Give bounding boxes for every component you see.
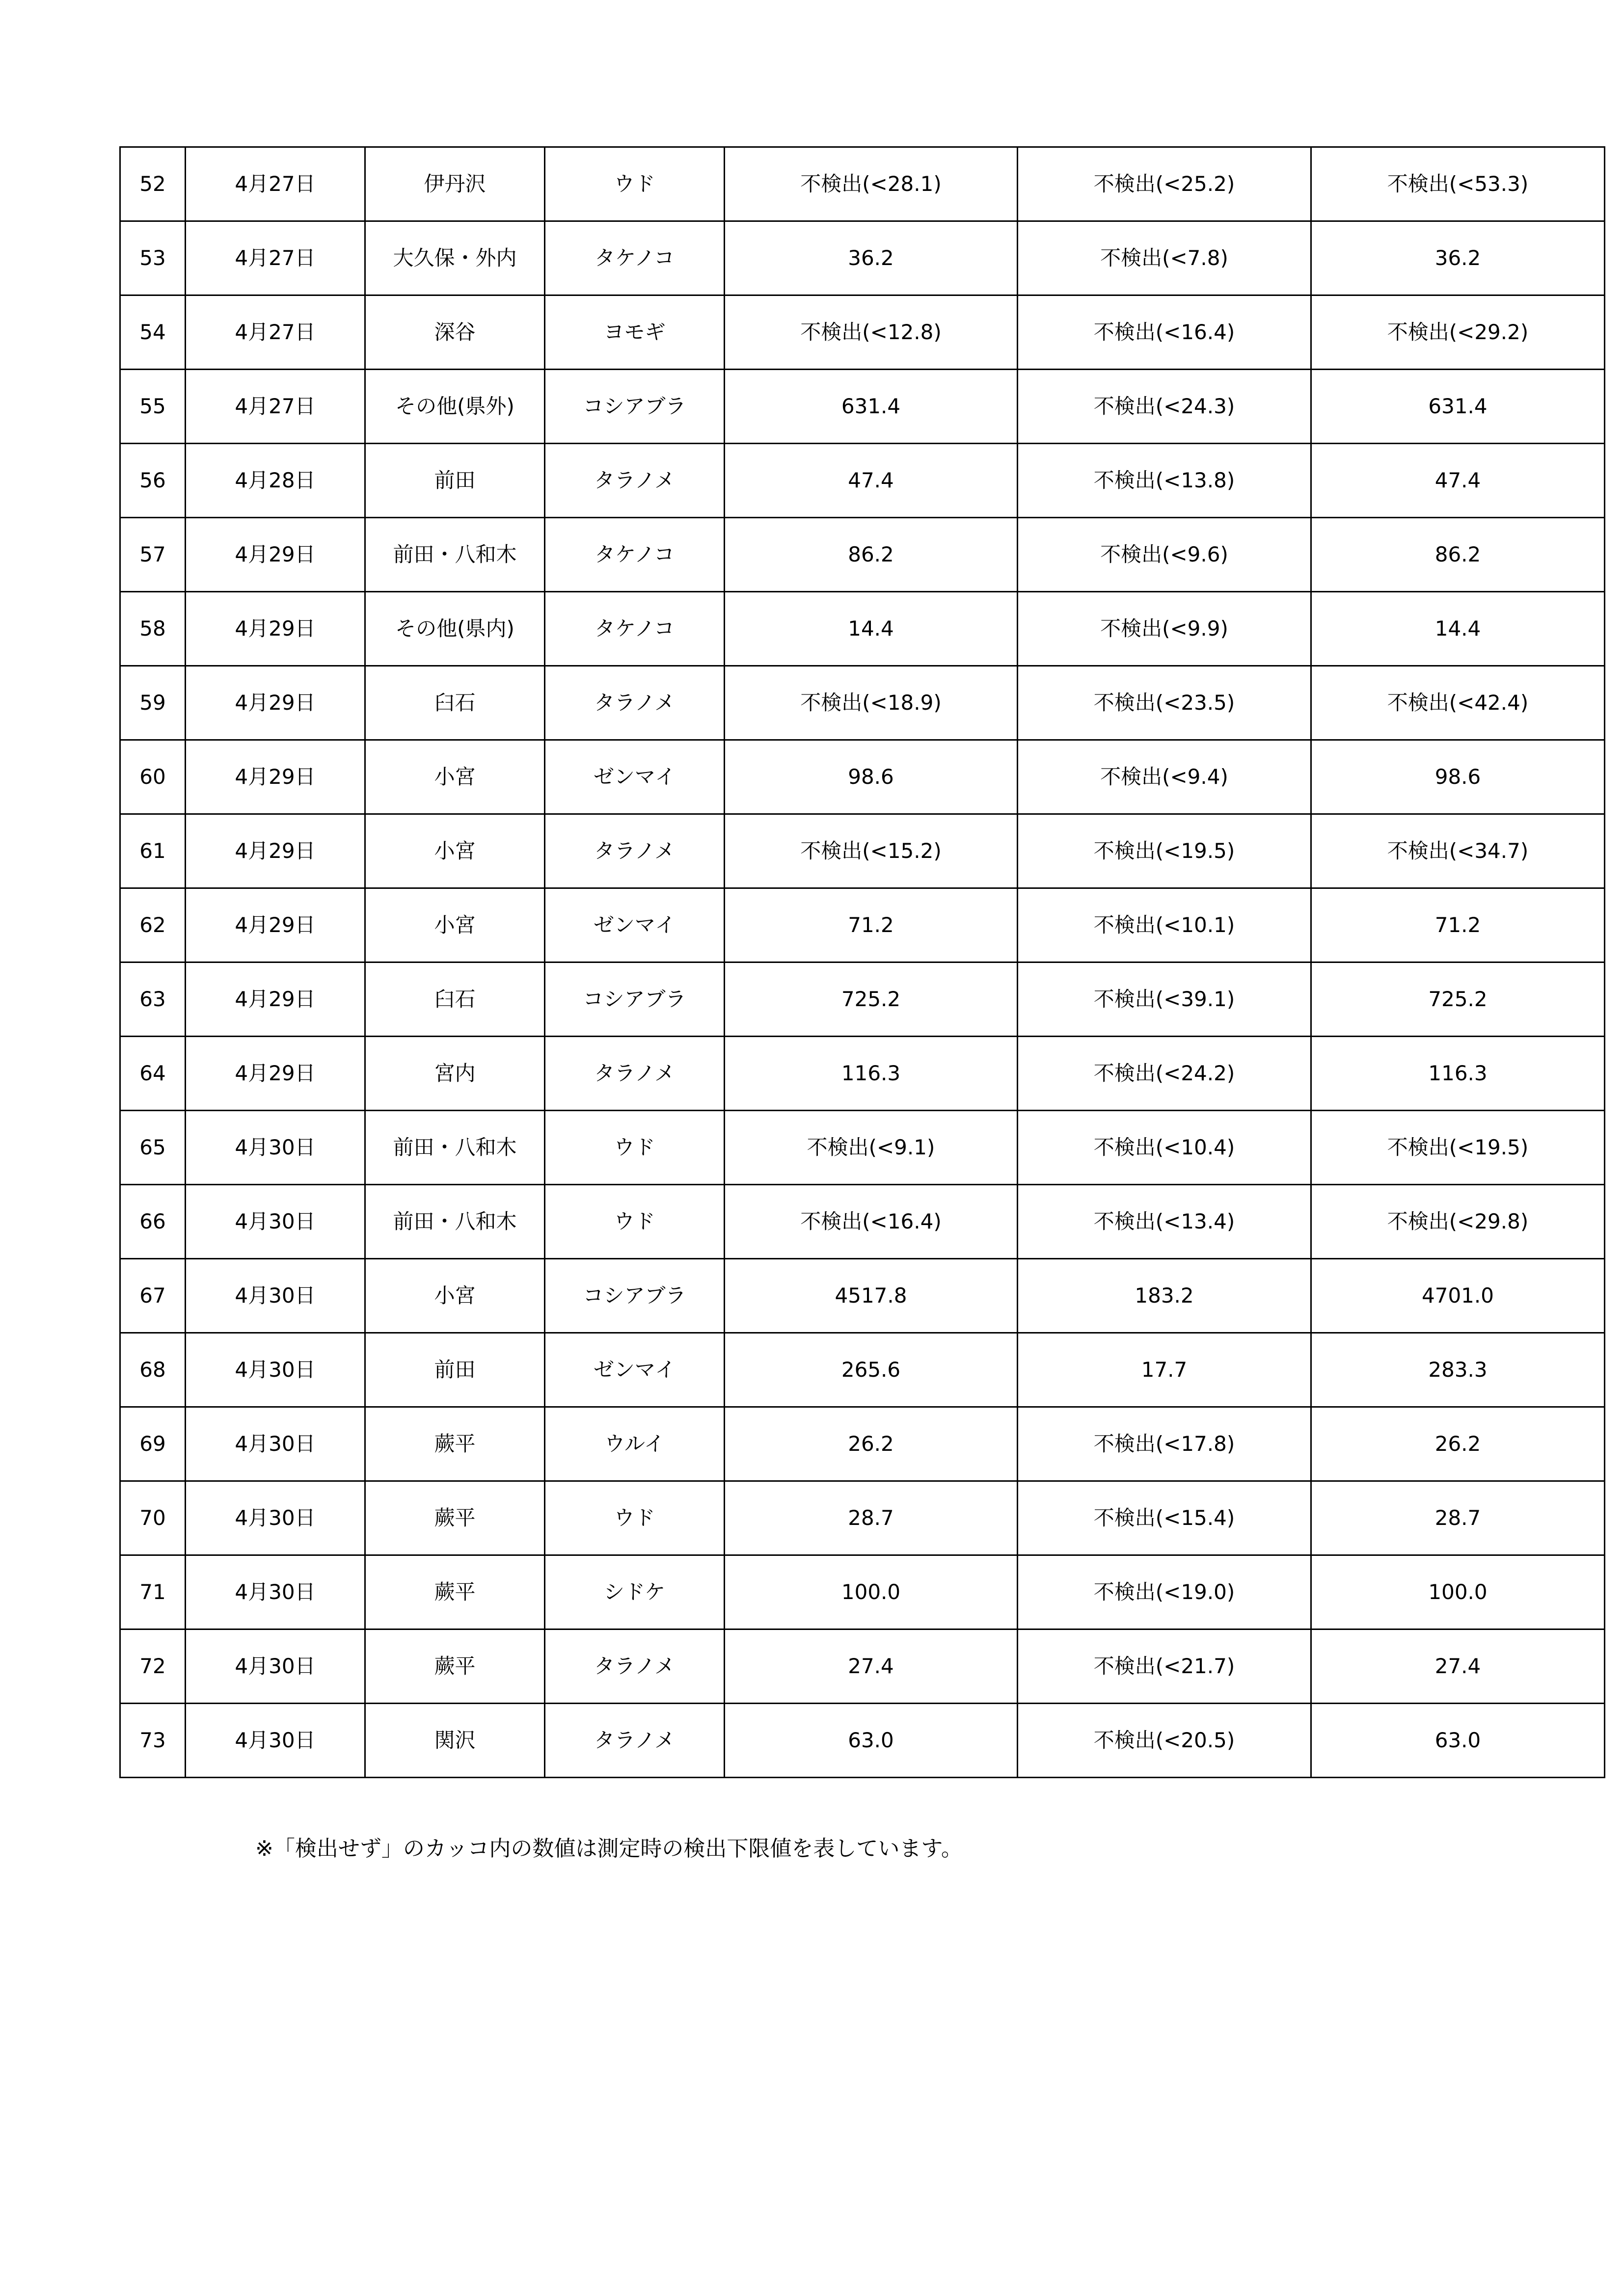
date-cell: 4月30日 [186, 1111, 365, 1185]
value-cell-2: 不検出(<20.5) [1018, 1704, 1311, 1778]
table-row [120, 888, 1605, 962]
value-cell-1: 71.2 [725, 888, 1018, 962]
value-cell-1: 86.2 [725, 518, 1018, 592]
location-cell: 蕨平 [365, 1555, 545, 1629]
item-cell: タケノコ [545, 221, 725, 295]
value-cell-2: 不検出(<9.4) [1018, 740, 1311, 814]
location-cell: 臼石 [365, 962, 545, 1037]
table-row [120, 1704, 1605, 1778]
date-cell: 4月29日 [186, 962, 365, 1037]
value-cell-2: 不検出(<13.4) [1018, 1185, 1311, 1259]
value-cell-3: 26.2 [1311, 1407, 1605, 1481]
location-cell: 宮内 [365, 1037, 545, 1111]
value-cell-1: 98.6 [725, 740, 1018, 814]
value-cell-2: 不検出(<10.4) [1018, 1111, 1311, 1185]
date-cell: 4月27日 [186, 295, 365, 370]
item-cell: ウルイ [545, 1407, 725, 1481]
value-cell-3: 71.2 [1311, 888, 1605, 962]
table-row [120, 1111, 1605, 1185]
table-row [120, 962, 1605, 1037]
date-cell: 4月29日 [186, 1037, 365, 1111]
row-number-cell: 70 [120, 1481, 186, 1555]
item-cell: シドケ [545, 1555, 725, 1629]
item-cell: ウド [545, 1185, 725, 1259]
location-cell: 前田 [365, 444, 545, 518]
value-cell-3: 116.3 [1311, 1037, 1605, 1111]
row-number-cell: 65 [120, 1111, 186, 1185]
value-cell-3: 631.4 [1311, 370, 1605, 444]
value-cell-3: 不検出(<53.3) [1311, 147, 1605, 221]
value-cell-3: 63.0 [1311, 1704, 1605, 1778]
value-cell-1: 不検出(<28.1) [725, 147, 1018, 221]
location-cell: 深谷 [365, 295, 545, 370]
table-row [120, 1481, 1605, 1555]
item-cell: タケノコ [545, 518, 725, 592]
value-cell-3: 86.2 [1311, 518, 1605, 592]
table-row [120, 1629, 1605, 1704]
value-cell-2: 不検出(<25.2) [1018, 147, 1311, 221]
item-cell: ゼンマイ [545, 888, 725, 962]
date-cell: 4月29日 [186, 666, 365, 740]
location-cell: 小宮 [365, 888, 545, 962]
location-cell: その他(県外) [365, 370, 545, 444]
value-cell-1: 4517.8 [725, 1259, 1018, 1333]
table-row [120, 295, 1605, 370]
location-cell: 臼石 [365, 666, 545, 740]
location-cell: 前田 [365, 1333, 545, 1407]
value-cell-3: 不検出(<29.2) [1311, 295, 1605, 370]
item-cell: ゼンマイ [545, 740, 725, 814]
date-cell: 4月27日 [186, 221, 365, 295]
table-body [120, 147, 1605, 1778]
value-cell-1: 28.7 [725, 1481, 1018, 1555]
date-cell: 4月29日 [186, 592, 365, 666]
item-cell: コシアブラ [545, 962, 725, 1037]
date-cell: 4月30日 [186, 1704, 365, 1778]
row-number-cell: 69 [120, 1407, 186, 1481]
date-cell: 4月30日 [186, 1481, 365, 1555]
row-number-cell: 62 [120, 888, 186, 962]
value-cell-2: 不検出(<21.7) [1018, 1629, 1311, 1704]
date-cell: 4月29日 [186, 518, 365, 592]
value-cell-2: 不検出(<23.5) [1018, 666, 1311, 740]
table-row [120, 147, 1605, 221]
item-cell: コシアブラ [545, 1259, 725, 1333]
row-number-cell: 63 [120, 962, 186, 1037]
value-cell-3: 27.4 [1311, 1629, 1605, 1704]
value-cell-3: 725.2 [1311, 962, 1605, 1037]
value-cell-2: 不検出(<39.1) [1018, 962, 1311, 1037]
row-number-cell: 72 [120, 1629, 186, 1704]
row-number-cell: 52 [120, 147, 186, 221]
row-number-cell: 58 [120, 592, 186, 666]
date-cell: 4月30日 [186, 1259, 365, 1333]
location-cell: 前田・八和木 [365, 1111, 545, 1185]
item-cell: ウド [545, 1111, 725, 1185]
value-cell-2: 不検出(<9.6) [1018, 518, 1311, 592]
value-cell-2: 不検出(<24.3) [1018, 370, 1311, 444]
item-cell: タラノメ [545, 444, 725, 518]
value-cell-1: 不検出(<15.2) [725, 814, 1018, 888]
value-cell-1: 725.2 [725, 962, 1018, 1037]
value-cell-2: 不検出(<7.8) [1018, 221, 1311, 295]
item-cell: タラノメ [545, 814, 725, 888]
date-cell: 4月27日 [186, 370, 365, 444]
row-number-cell: 66 [120, 1185, 186, 1259]
value-cell-1: 不検出(<9.1) [725, 1111, 1018, 1185]
date-cell: 4月27日 [186, 147, 365, 221]
table-row [120, 592, 1605, 666]
value-cell-3: 100.0 [1311, 1555, 1605, 1629]
table-row [120, 666, 1605, 740]
value-cell-1: 631.4 [725, 370, 1018, 444]
item-cell: タラノメ [545, 1704, 725, 1778]
date-cell: 4月30日 [186, 1407, 365, 1481]
row-number-cell: 53 [120, 221, 186, 295]
location-cell: 蕨平 [365, 1629, 545, 1704]
item-cell: ヨモギ [545, 295, 725, 370]
table-row [120, 221, 1605, 295]
value-cell-1: 63.0 [725, 1704, 1018, 1778]
table-row [120, 814, 1605, 888]
value-cell-1: 26.2 [725, 1407, 1018, 1481]
row-number-cell: 55 [120, 370, 186, 444]
row-number-cell: 64 [120, 1037, 186, 1111]
date-cell: 4月28日 [186, 444, 365, 518]
value-cell-3: 28.7 [1311, 1481, 1605, 1555]
value-cell-3: 47.4 [1311, 444, 1605, 518]
row-number-cell: 67 [120, 1259, 186, 1333]
value-cell-3: 36.2 [1311, 221, 1605, 295]
value-cell-3: 283.3 [1311, 1333, 1605, 1407]
value-cell-2: 不検出(<9.9) [1018, 592, 1311, 666]
value-cell-2: 不検出(<13.8) [1018, 444, 1311, 518]
value-cell-1: 265.6 [725, 1333, 1018, 1407]
location-cell: 小宮 [365, 1259, 545, 1333]
date-cell: 4月30日 [186, 1555, 365, 1629]
table-row [120, 740, 1605, 814]
table-row [120, 1037, 1605, 1111]
item-cell: ウド [545, 1481, 725, 1555]
item-cell: タケノコ [545, 592, 725, 666]
location-cell: 蕨平 [365, 1407, 545, 1481]
row-number-cell: 56 [120, 444, 186, 518]
value-cell-2: 不検出(<19.0) [1018, 1555, 1311, 1629]
location-cell: 小宮 [365, 740, 545, 814]
item-cell: タラノメ [545, 1037, 725, 1111]
value-cell-2: 183.2 [1018, 1259, 1311, 1333]
value-cell-2: 不検出(<16.4) [1018, 295, 1311, 370]
location-cell: その他(県内) [365, 592, 545, 666]
value-cell-1: 14.4 [725, 592, 1018, 666]
date-cell: 4月30日 [186, 1185, 365, 1259]
row-number-cell: 57 [120, 518, 186, 592]
value-cell-2: 不検出(<10.1) [1018, 888, 1311, 962]
item-cell: ゼンマイ [545, 1333, 725, 1407]
value-cell-3: 98.6 [1311, 740, 1605, 814]
row-number-cell: 61 [120, 814, 186, 888]
table-row [120, 1407, 1605, 1481]
location-cell: 蕨平 [365, 1481, 545, 1555]
value-cell-1: 不検出(<18.9) [725, 666, 1018, 740]
date-cell: 4月30日 [186, 1333, 365, 1407]
value-cell-2: 17.7 [1018, 1333, 1311, 1407]
measurement-table [119, 146, 1605, 1778]
footnote: ※「検出せず」のカッコ内の数値は測定時の検出下限値を表しています。 [255, 1836, 963, 1861]
table-row [120, 518, 1605, 592]
row-number-cell: 54 [120, 295, 186, 370]
location-cell: 前田・八和木 [365, 1185, 545, 1259]
value-cell-2: 不検出(<24.2) [1018, 1037, 1311, 1111]
table-row [120, 1333, 1605, 1407]
value-cell-2: 不検出(<17.8) [1018, 1407, 1311, 1481]
value-cell-1: 27.4 [725, 1629, 1018, 1704]
value-cell-2: 不検出(<15.4) [1018, 1481, 1311, 1555]
row-number-cell: 59 [120, 666, 186, 740]
value-cell-3: 不検出(<29.8) [1311, 1185, 1605, 1259]
date-cell: 4月29日 [186, 814, 365, 888]
location-cell: 大久保・外内 [365, 221, 545, 295]
value-cell-3: 不検出(<34.7) [1311, 814, 1605, 888]
table-row [120, 1185, 1605, 1259]
value-cell-3: 14.4 [1311, 592, 1605, 666]
date-cell: 4月30日 [186, 1629, 365, 1704]
row-number-cell: 73 [120, 1704, 186, 1778]
value-cell-1: 不検出(<16.4) [725, 1185, 1018, 1259]
row-number-cell: 68 [120, 1333, 186, 1407]
table-row [120, 444, 1605, 518]
value-cell-1: 116.3 [725, 1037, 1018, 1111]
date-cell: 4月29日 [186, 888, 365, 962]
item-cell: ウド [545, 147, 725, 221]
value-cell-1: 47.4 [725, 444, 1018, 518]
value-cell-3: 不検出(<42.4) [1311, 666, 1605, 740]
value-cell-2: 不検出(<19.5) [1018, 814, 1311, 888]
value-cell-3: 4701.0 [1311, 1259, 1605, 1333]
table-row [120, 1555, 1605, 1629]
table-row [120, 370, 1605, 444]
location-cell: 伊丹沢 [365, 147, 545, 221]
item-cell: タラノメ [545, 666, 725, 740]
value-cell-1: 36.2 [725, 221, 1018, 295]
item-cell: タラノメ [545, 1629, 725, 1704]
location-cell: 小宮 [365, 814, 545, 888]
date-cell: 4月29日 [186, 740, 365, 814]
table-row [120, 1259, 1605, 1333]
row-number-cell: 60 [120, 740, 186, 814]
value-cell-1: 100.0 [725, 1555, 1018, 1629]
location-cell: 前田・八和木 [365, 518, 545, 592]
value-cell-3: 不検出(<19.5) [1311, 1111, 1605, 1185]
row-number-cell: 71 [120, 1555, 186, 1629]
value-cell-1: 不検出(<12.8) [725, 295, 1018, 370]
item-cell: コシアブラ [545, 370, 725, 444]
location-cell: 関沢 [365, 1704, 545, 1778]
